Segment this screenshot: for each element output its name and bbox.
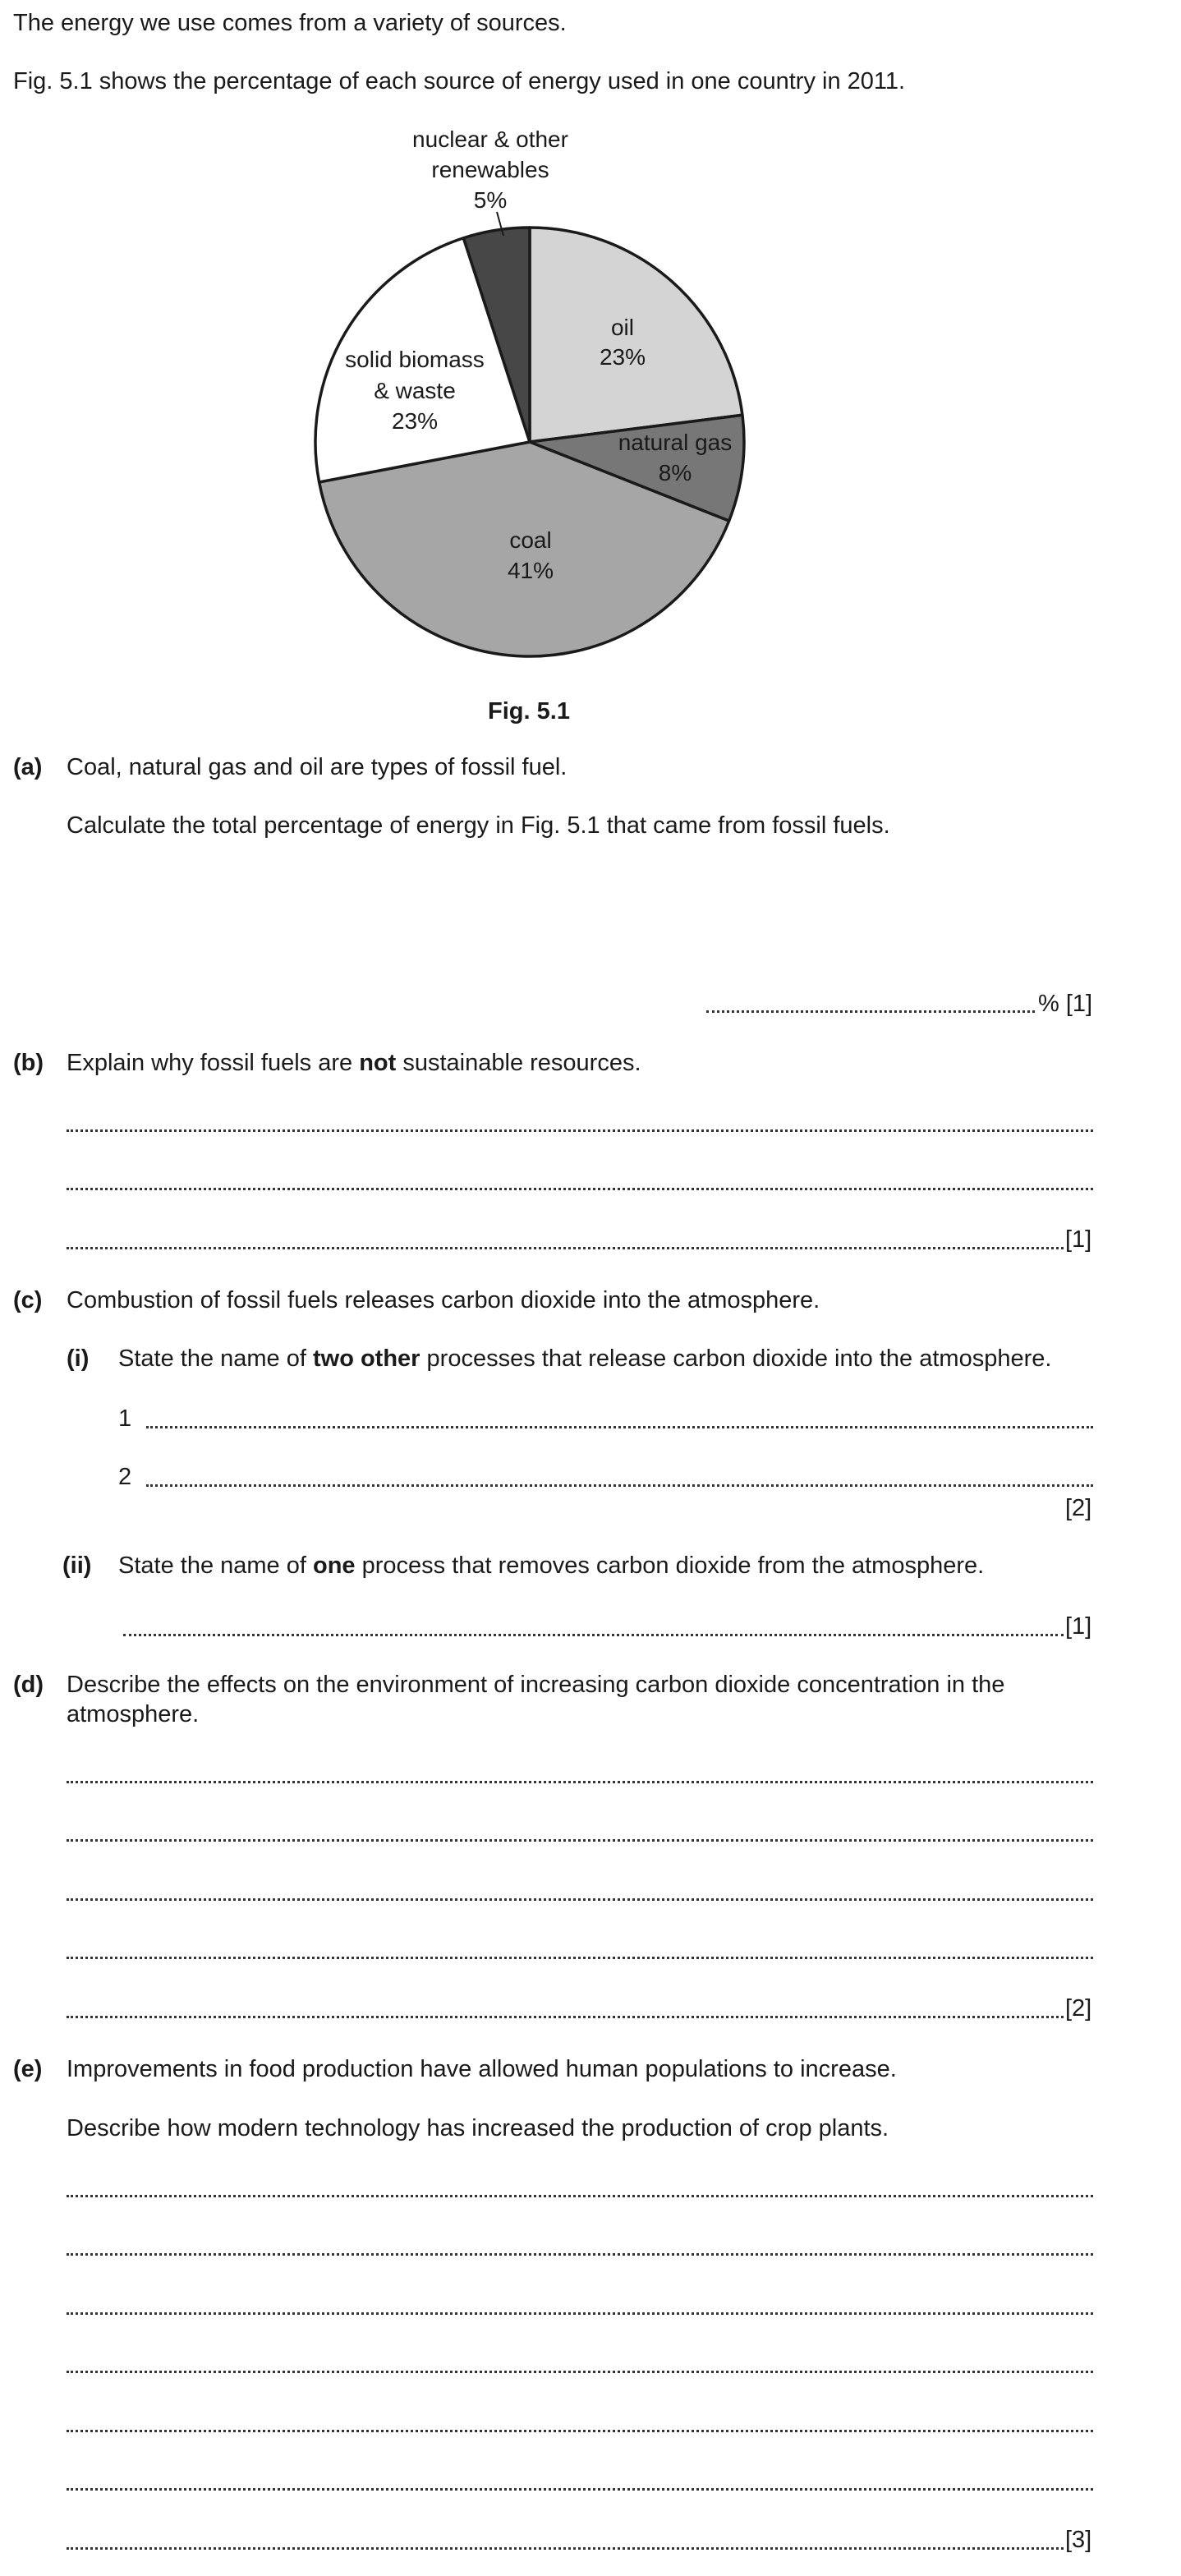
qc-ii-answer-line[interactable]	[123, 1634, 1064, 1636]
qa-line-1: Coal, natural gas and oil are types of fossil fuel.	[67, 754, 568, 780]
qd-line-2: atmosphere.	[67, 1701, 200, 1727]
qd-label: (d)	[13, 1672, 44, 1698]
qe-answer-line-3[interactable]	[67, 2312, 1093, 2315]
qd-answer-line-5[interactable]	[67, 2016, 1064, 2018]
qc-i-number-1: 1	[118, 1405, 132, 1432]
qa-mark: % [1]	[1038, 991, 1093, 1017]
intro-line-2: Fig. 5.1 shows the percentage of each source of energy used in one country in 2011.	[13, 68, 906, 94]
label-nuclear-1: nuclear & other	[412, 126, 568, 152]
qa-line-2: Calculate the total percentage of energy in Fig. 5.1 that came from fossil fuels.	[67, 812, 890, 839]
intro-line-1: The energy we use comes from a variety of sources.	[13, 10, 567, 36]
qe-answer-line-1[interactable]	[67, 2195, 1093, 2197]
qe-line-2: Describe how modern technology has increased the production of crop plants.	[67, 2115, 889, 2141]
qc-ii-question: State the name of one process that removes carbon dioxide from the atmosphere.	[118, 1552, 985, 1579]
figure-caption: Fig. 5.1	[488, 698, 570, 724]
qe-label: (e)	[13, 2056, 43, 2082]
qc-label: (c)	[13, 1287, 43, 1313]
qc-ii-mark: [1]	[1065, 1613, 1092, 1640]
value-nuclear: 5%	[473, 187, 508, 213]
qc-i-label: (i)	[67, 1346, 90, 1372]
label-oil: oil	[610, 315, 635, 340]
qb-answer-line-3[interactable]	[67, 1247, 1064, 1249]
qa-answer-line[interactable]	[706, 1010, 1035, 1013]
label-natural-gas: natural gas	[618, 430, 733, 455]
qe-answer-line-2[interactable]	[67, 2253, 1093, 2256]
qc-i-answer-line-1[interactable]	[146, 1426, 1093, 1428]
value-natural-gas: 8%	[658, 460, 692, 485]
qe-line-1: Improvements in food production have allowed human populations to increase.	[67, 2056, 897, 2082]
qc-ii-label: (ii)	[62, 1552, 92, 1579]
qc-i-number-2: 2	[118, 1464, 132, 1490]
qe-answer-line-4[interactable]	[67, 2371, 1093, 2373]
label-biomass-2: & waste	[374, 378, 456, 403]
qc-i-question: State the name of two other processes that release carbon dioxide into the atmosphere.	[118, 1346, 1052, 1372]
qd-answer-line-3[interactable]	[67, 1898, 1093, 1901]
pie-slice-oil	[530, 228, 742, 442]
qe-mark: [3]	[1065, 2527, 1092, 2553]
qb-label: (b)	[13, 1050, 44, 1076]
qd-answer-line-1[interactable]	[67, 1781, 1093, 1783]
qe-answer-line-7[interactable]	[67, 2547, 1064, 2550]
energy-pie-chart	[0, 0, 1181, 756]
qd-line-1: Describe the effects on the environment of increasing carbon dioxide concentration in the	[67, 1672, 1005, 1698]
qc-line: Combustion of fossil fuels releases carbon dioxide into the atmosphere.	[67, 1287, 820, 1313]
qb-answer-line-1[interactable]	[67, 1129, 1093, 1132]
qb-question: Explain why fossil fuels are not sustainable resources.	[67, 1050, 641, 1076]
label-coal: coal	[509, 527, 552, 553]
qb-answer-line-2[interactable]	[67, 1188, 1093, 1190]
qc-i-answer-line-2[interactable]	[146, 1484, 1093, 1487]
value-coal: 41%	[507, 558, 554, 583]
qb-mark: [1]	[1065, 1226, 1092, 1253]
qe-answer-line-5[interactable]	[67, 2430, 1093, 2432]
qd-mark: [2]	[1065, 1995, 1092, 2022]
label-biomass-1: solid biomass	[345, 347, 485, 372]
value-oil: 23%	[599, 344, 646, 370]
value-biomass: 23%	[391, 408, 439, 434]
label-nuclear-2: renewables	[431, 157, 549, 182]
qc-i-mark: [2]	[1065, 1495, 1092, 1521]
qd-answer-line-2[interactable]	[67, 1839, 1093, 1842]
qa-label: (a)	[13, 754, 43, 780]
qd-answer-line-4[interactable]	[67, 1957, 1093, 1959]
qe-answer-line-6[interactable]	[67, 2488, 1093, 2491]
